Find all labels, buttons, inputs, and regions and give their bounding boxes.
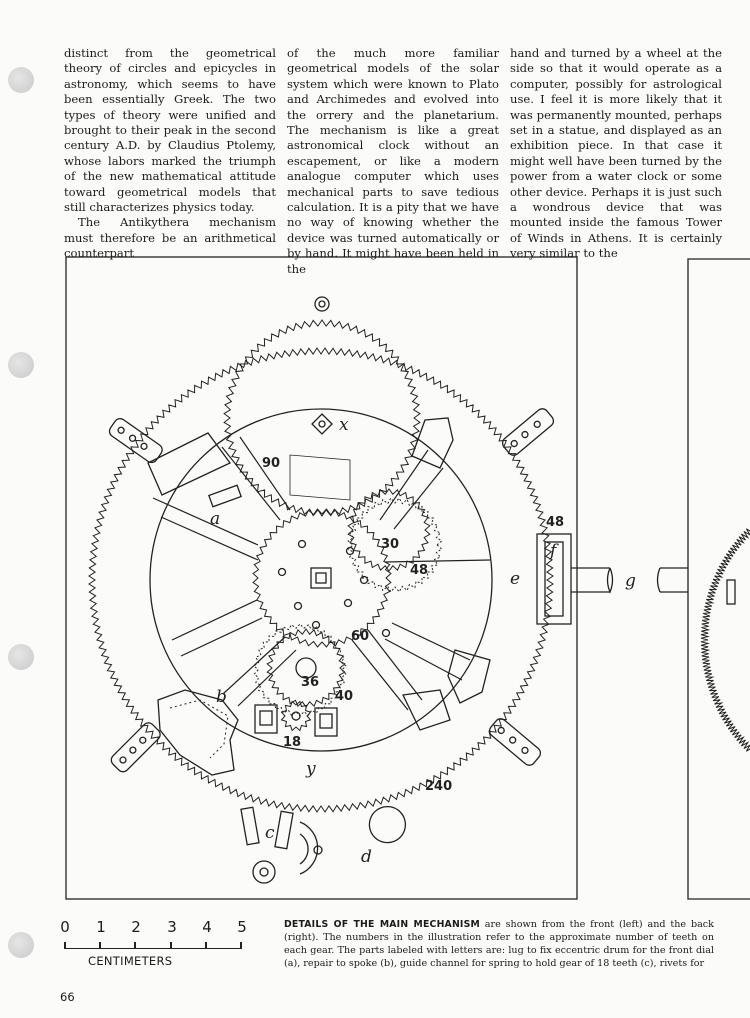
label-teeth-30: 30: [381, 537, 400, 552]
central-rivets: [279, 541, 390, 637]
gear30-teeth: [348, 489, 430, 571]
label-teeth-60: 60: [351, 629, 370, 644]
text-column-2: [287, 46, 499, 277]
label-y: y: [306, 759, 316, 779]
paragraph: hand and turned by a wheel at the side so that it would operate as a computer, possibly for astrological use. I feel it is more likely that it was permanently mounted, perhaps set in a statue, and displayed as an exhibition piece. In that case it might well have been turned by the power from a water clock or some other device. Perhaps it is just such a wondrous device that was mounted inside the famous Tower of Winds in Athens. It is certainly very similar to the: [510, 46, 722, 261]
caption-lead: DETAILS OF THE MAIN MECHANISM: [284, 919, 480, 930]
paragraph: distinct from the geometrical theory of circles and epicycles in astronomy, which seems to have been essentially Greek. The two types of theory were unified and brought to their peak in the second century A.D. by Claudius Ptolemy, whose labors marked the triumph of the new mathematical attitude toward geometrical models that still characterizes physics today.: [64, 46, 276, 215]
label-teeth-36: 36: [301, 675, 320, 690]
spoke-lug-top-right: [412, 418, 453, 468]
rivet-bottom: [253, 861, 275, 883]
label-g: g: [625, 571, 636, 591]
guide-square-left: [255, 705, 277, 733]
bracket-bottom-left: [109, 720, 163, 774]
label-teeth-90: 90: [262, 456, 281, 471]
gear18-hub: [292, 712, 300, 720]
bracket-bottom-right: [487, 716, 543, 767]
bracket-top-right: [500, 406, 556, 457]
label-teeth-18: 18: [283, 735, 302, 750]
back-bracket: [727, 580, 735, 604]
label-x: x: [339, 415, 349, 435]
central-square-hub: [311, 568, 331, 588]
spoke-lug-left: [148, 433, 230, 495]
label-b: b: [216, 687, 227, 707]
gear240-teeth: [89, 348, 553, 812]
guide-square-right: [315, 708, 337, 736]
back-dial-gear: [701, 529, 750, 751]
spoke-lug-bottom: [403, 690, 450, 730]
scale-tick-label: 1: [96, 918, 106, 936]
paragraph: of the much more familiar geometrical models of the solar system which were known to Plato and Archimedes and evolved into the orrery and the planetarium. The mechanism is like a great astronomical clock without an escapement, or like a modern analogue computer which uses mechanical parts to save tedious calculation. It is a pity that we have no way of knowing whether the device was turned automatically or by hand. It might have been held in the: [287, 46, 499, 276]
label-c: c: [265, 823, 275, 843]
gear-60: [253, 509, 391, 647]
page-number: 66: [60, 990, 75, 1004]
crossbar-arm: [290, 455, 350, 500]
gear60-teeth: [253, 509, 391, 647]
gearBack-teeth: [701, 529, 750, 751]
label-a: a: [210, 509, 221, 529]
scale-bar: [58, 918, 258, 968]
part-c-right: [275, 811, 293, 849]
label-f: f: [550, 541, 557, 561]
part-c-left: [241, 807, 259, 845]
gear18-teeth: [282, 702, 311, 731]
lug-plate-a: [209, 485, 241, 507]
text-column-3: [510, 46, 722, 262]
scale-tick-label: 4: [202, 918, 212, 936]
part-d-rivets: [300, 807, 405, 874]
label-teeth-240: 240: [425, 779, 453, 794]
binder-hole: [8, 67, 34, 93]
scale-unit: CENTIMETERS: [88, 954, 173, 968]
caption-text: are shown from the front (left) and the back (right). The numbers in the illustration refer to the approximate number of teeth on each gear. The parts labeled with letters are: lug to fix eccentric drum for the front dial (a), repair to spoke (b), guide channel for spring to hold gear of 18 teeth (c), rivets for: [284, 919, 714, 969]
label-e: e: [510, 569, 521, 589]
scale-tick-label: 2: [131, 918, 141, 936]
figure-caption: [284, 918, 714, 970]
binder-hole: [8, 932, 34, 958]
label-teeth-40: 40: [335, 689, 354, 704]
label-teeth-48-inner: 48: [410, 563, 429, 578]
scale-tick-label: 3: [167, 918, 177, 936]
scale-tick-label: 0: [60, 918, 70, 936]
mechanism-illustration: [0, 245, 750, 910]
scale-tick-label: 5: [237, 918, 247, 936]
label-teeth-48-outer: 48: [546, 515, 565, 530]
scale-ruler: [64, 940, 242, 949]
gear-30: [348, 489, 430, 571]
text-column-1: [64, 46, 276, 262]
scale-numbers: [58, 918, 258, 936]
part-x-diamond: [312, 414, 332, 434]
gear-18: [282, 702, 311, 731]
top-rivet: [315, 297, 329, 311]
paragraph: The Antikythera mechanism must therefore be an arithmetical counterpart: [64, 215, 276, 261]
gear-240: [89, 348, 553, 812]
label-d: d: [361, 847, 372, 867]
main-ring-inner: [150, 409, 492, 751]
